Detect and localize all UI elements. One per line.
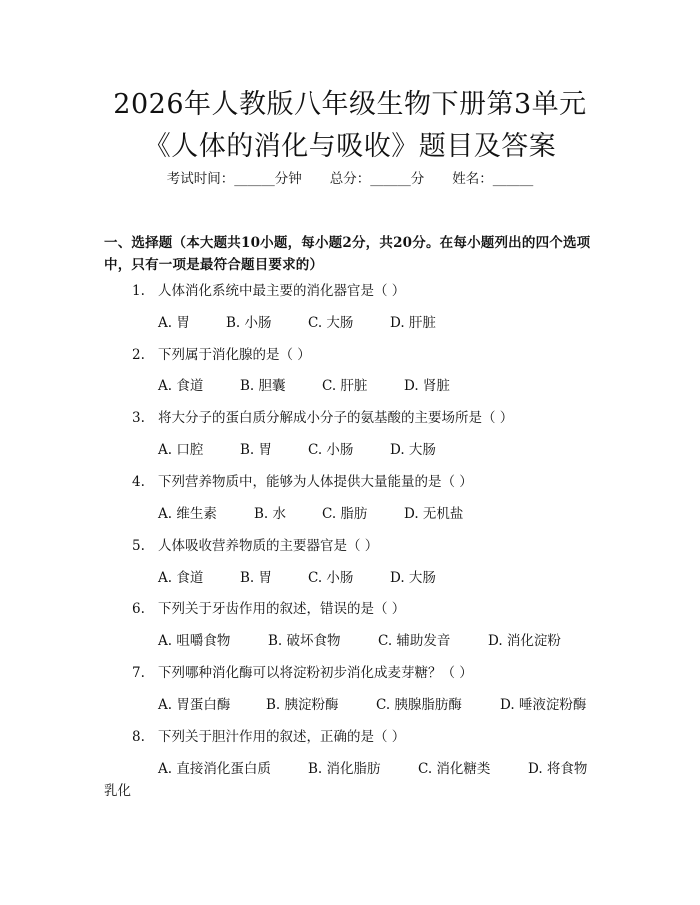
question-number: 4.: [132, 474, 145, 490]
question-number: 8.: [132, 729, 145, 745]
option-d: D. 消化淀粉: [488, 633, 561, 649]
option-a: A. 胃蛋白酶: [158, 697, 231, 713]
question-text: 下列关于胆汁作用的叙述，正确的是（ ）: [158, 729, 406, 745]
option-a: A. 口腔: [158, 442, 204, 458]
option-d: D. 唾液淀粉酶: [500, 697, 587, 713]
question-text: 下列属于消化腺的是（ ）: [158, 347, 311, 363]
question-3-options: [158, 441, 436, 459]
question-number: 7.: [132, 665, 145, 681]
question-3-stem: [132, 409, 513, 427]
option-a: A. 直接消化蛋白质: [158, 761, 271, 777]
option-b: B. 胆囊: [240, 378, 286, 394]
section-title-choice: 一、选择题（本大题共10小题，每小题2分，共20分。在每小题列出的四个选项中，只有一项是最符合题目要求的）: [104, 235, 591, 273]
option-a: A. 维生素: [158, 506, 217, 522]
question-8-option-d-continuation: 乳化: [104, 783, 131, 799]
question-6-options: [158, 632, 561, 650]
question-2-options: [158, 377, 450, 395]
option-d: D. 肾脏: [404, 378, 450, 394]
option-a: A. 食道: [158, 570, 204, 586]
option-c: C. 脂肪: [322, 506, 368, 522]
question-4-options: [158, 505, 463, 523]
question-5-stem: [132, 537, 378, 555]
exam-time-field: 考试时间：______分钟: [166, 171, 302, 187]
question-6-stem: [132, 600, 405, 618]
option-d: D. 大肠: [390, 442, 436, 458]
exam-meta-line: [0, 170, 700, 188]
question-4-stem: [132, 473, 473, 491]
option-c: C. 消化糖类: [418, 761, 491, 777]
total-score-field: 总分：______分: [329, 171, 425, 187]
question-text: 下列关于牙齿作用的叙述，错误的是（ ）: [158, 601, 406, 617]
question-5-options: [158, 569, 436, 587]
student-name-field: 姓名：______: [452, 171, 534, 187]
question-8-options: [158, 760, 587, 778]
option-c: C. 小肠: [308, 442, 354, 458]
question-number: 2.: [132, 347, 145, 363]
question-number: 5.: [132, 538, 145, 554]
option-b: B. 胃: [240, 570, 273, 586]
question-text: 下列营养物质中，能够为人体提供大量能量的是（ ）: [158, 474, 473, 490]
option-c: C. 胰腺脂肪酶: [376, 697, 462, 713]
question-1-stem: [132, 282, 405, 300]
option-c: C. 大肠: [308, 315, 354, 331]
option-a: A. 胃: [158, 315, 190, 331]
question-8-stem: [132, 728, 405, 746]
option-a: A. 食道: [158, 378, 204, 394]
question-7-stem: [132, 664, 473, 682]
question-number: 1.: [132, 283, 145, 299]
option-b: B. 消化脂肪: [308, 761, 381, 777]
question-text: 将大分子的蛋白质分解成小分子的氨基酸的主要场所是（ ）: [158, 410, 514, 426]
option-c: C. 辅助发音: [378, 633, 451, 649]
question-7-options: [158, 696, 586, 714]
option-b: B. 破坏食物: [268, 633, 341, 649]
question-text: 人体吸收营养物质的主要器官是（ ）: [158, 538, 379, 554]
question-text: 人体消化系统中最主要的消化器官是（ ）: [158, 283, 406, 299]
option-c: C. 肝脏: [322, 378, 368, 394]
option-d: D. 大肠: [390, 570, 436, 586]
option-a: A. 咀嚼食物: [158, 633, 231, 649]
question-2-stem: [132, 346, 311, 364]
question-text: 下列哪种消化酶可以将淀粉初步消化成麦芽糖？（ ）: [158, 665, 473, 681]
document-title: 2026年人教版八年级生物下册第3单元《人体的消化与吸收》题目及答案: [113, 89, 587, 162]
question-number: 6.: [132, 601, 145, 617]
option-b: B. 水: [254, 506, 287, 522]
question-number: 3.: [132, 410, 145, 426]
option-d: D. 无机盐: [404, 506, 464, 522]
option-d: D. 将食物: [528, 761, 588, 777]
option-b: B. 小肠: [226, 315, 272, 331]
option-b: B. 胃: [240, 442, 273, 458]
option-b: B. 胰淀粉酶: [266, 697, 339, 713]
option-c: C. 小肠: [308, 570, 354, 586]
option-d: D. 肝脏: [390, 315, 436, 331]
question-1-options: [158, 314, 436, 332]
